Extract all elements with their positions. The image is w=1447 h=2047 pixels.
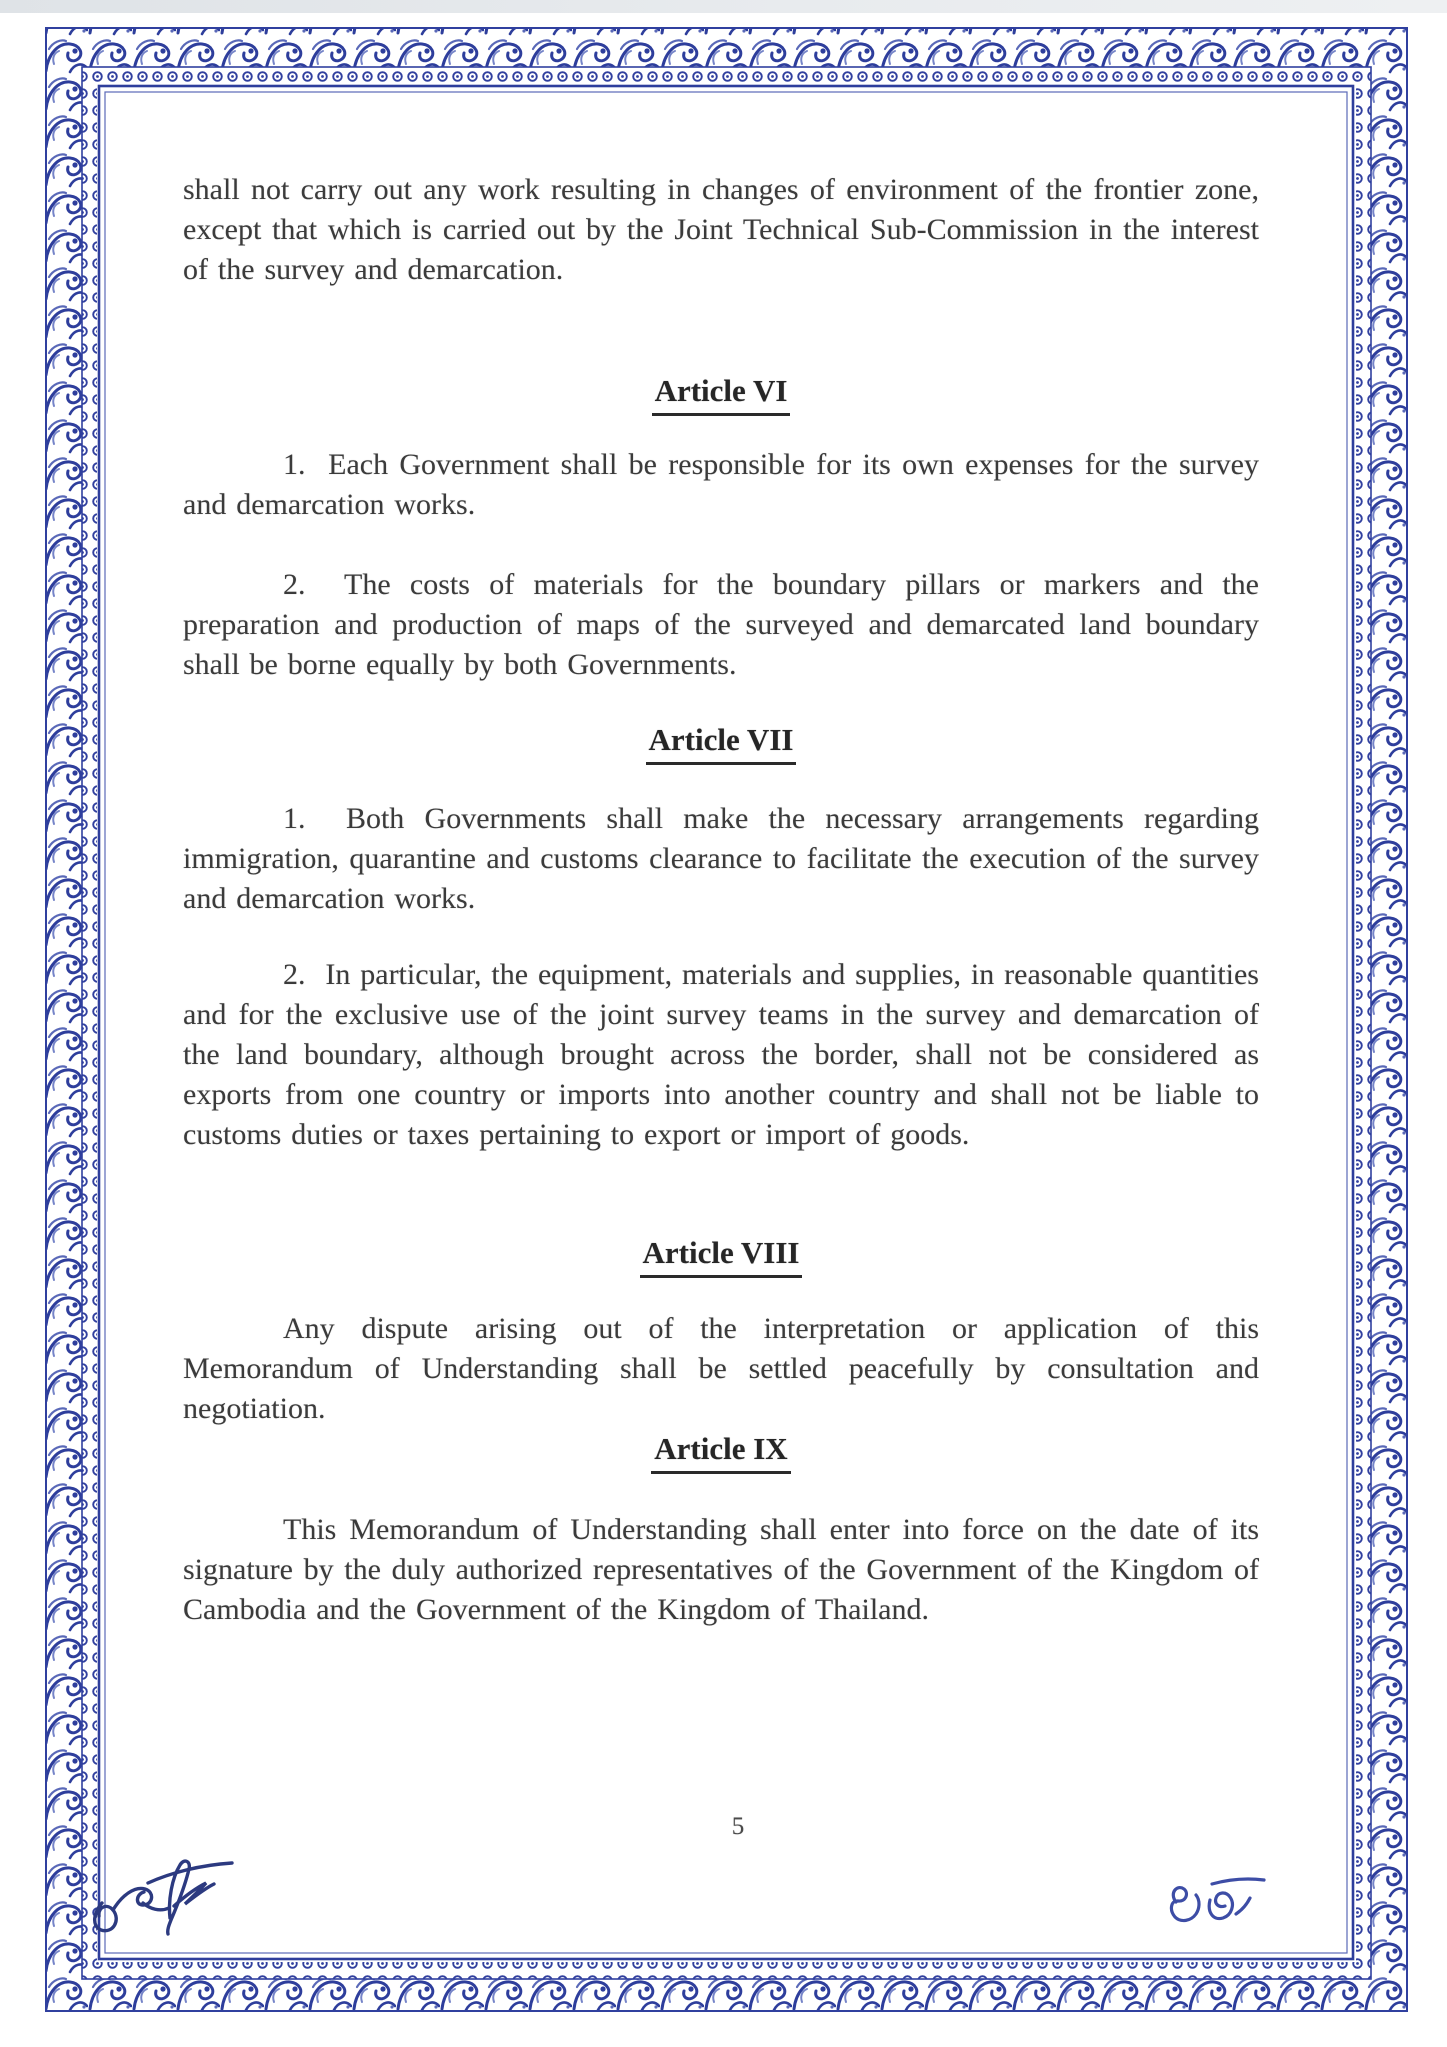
article-vi-heading-block [183,372,1259,416]
page-number: 5 [731,1813,745,1840]
article-vii-paragraph-1: 1. Both Governments shall make the necessary arrangements regarding immigration, quarantine and customs clearance to facilitate the execution of the survey and demarcation works. [183,802,1259,915]
continuation-paragraph: shall not carry out any work resulting in changes of environment of the frontier zone, except that which is carried out by the Joint Technical Sub-Commission in the interest of the survey and demarcation. [183,173,1259,286]
article-viii-paragraph-1: Any dispute arising out of the interpretation or application of this Memorandum of Understanding shall be settled peacefully by consultation and negotiation. [183,1312,1259,1425]
article-vii-heading: Article VII [646,721,797,765]
article-vi-paragraph-1: 1. Each Government shall be responsible for its own expenses for the survey and demarcation works. [183,448,1259,521]
article-viii-heading: Article VIII [640,1234,803,1278]
article-ix-heading-block [183,1430,1259,1474]
signature-right-ink [1146,1874,1298,1934]
article-viii-heading-block [183,1234,1259,1278]
article-vi-paragraph-2: 2. The costs of materials for the boundary pillars or markers and the preparation and production of maps of the surveyed and demarcated land boundary shall be borne equally by both Governments. [183,568,1259,681]
article-ix-heading: Article IX [651,1430,790,1474]
article-vii-heading-block [183,721,1259,765]
signature-left-ink [86,1854,244,1956]
article-ix-paragraph-1: This Memorandum of Understanding shall enter into force on the date of its signature by the duly authorized representatives of the Government of the Kingdom of Cambodia and the Government of the Kingdom of Thailand. [183,1513,1259,1626]
article-vii-paragraph-2: 2. In particular, the equipment, materials and supplies, in reasonable quantities and for the exclusive use of the joint survey teams in the survey and demarcation of the land boundary, although brought across the border, shall not be considered as exports from one country or imports into another country and shall not be liable to customs duties or taxes pertaining to export or import of goods. [183,958,1259,1151]
article-vi-heading: Article VI [652,372,791,416]
